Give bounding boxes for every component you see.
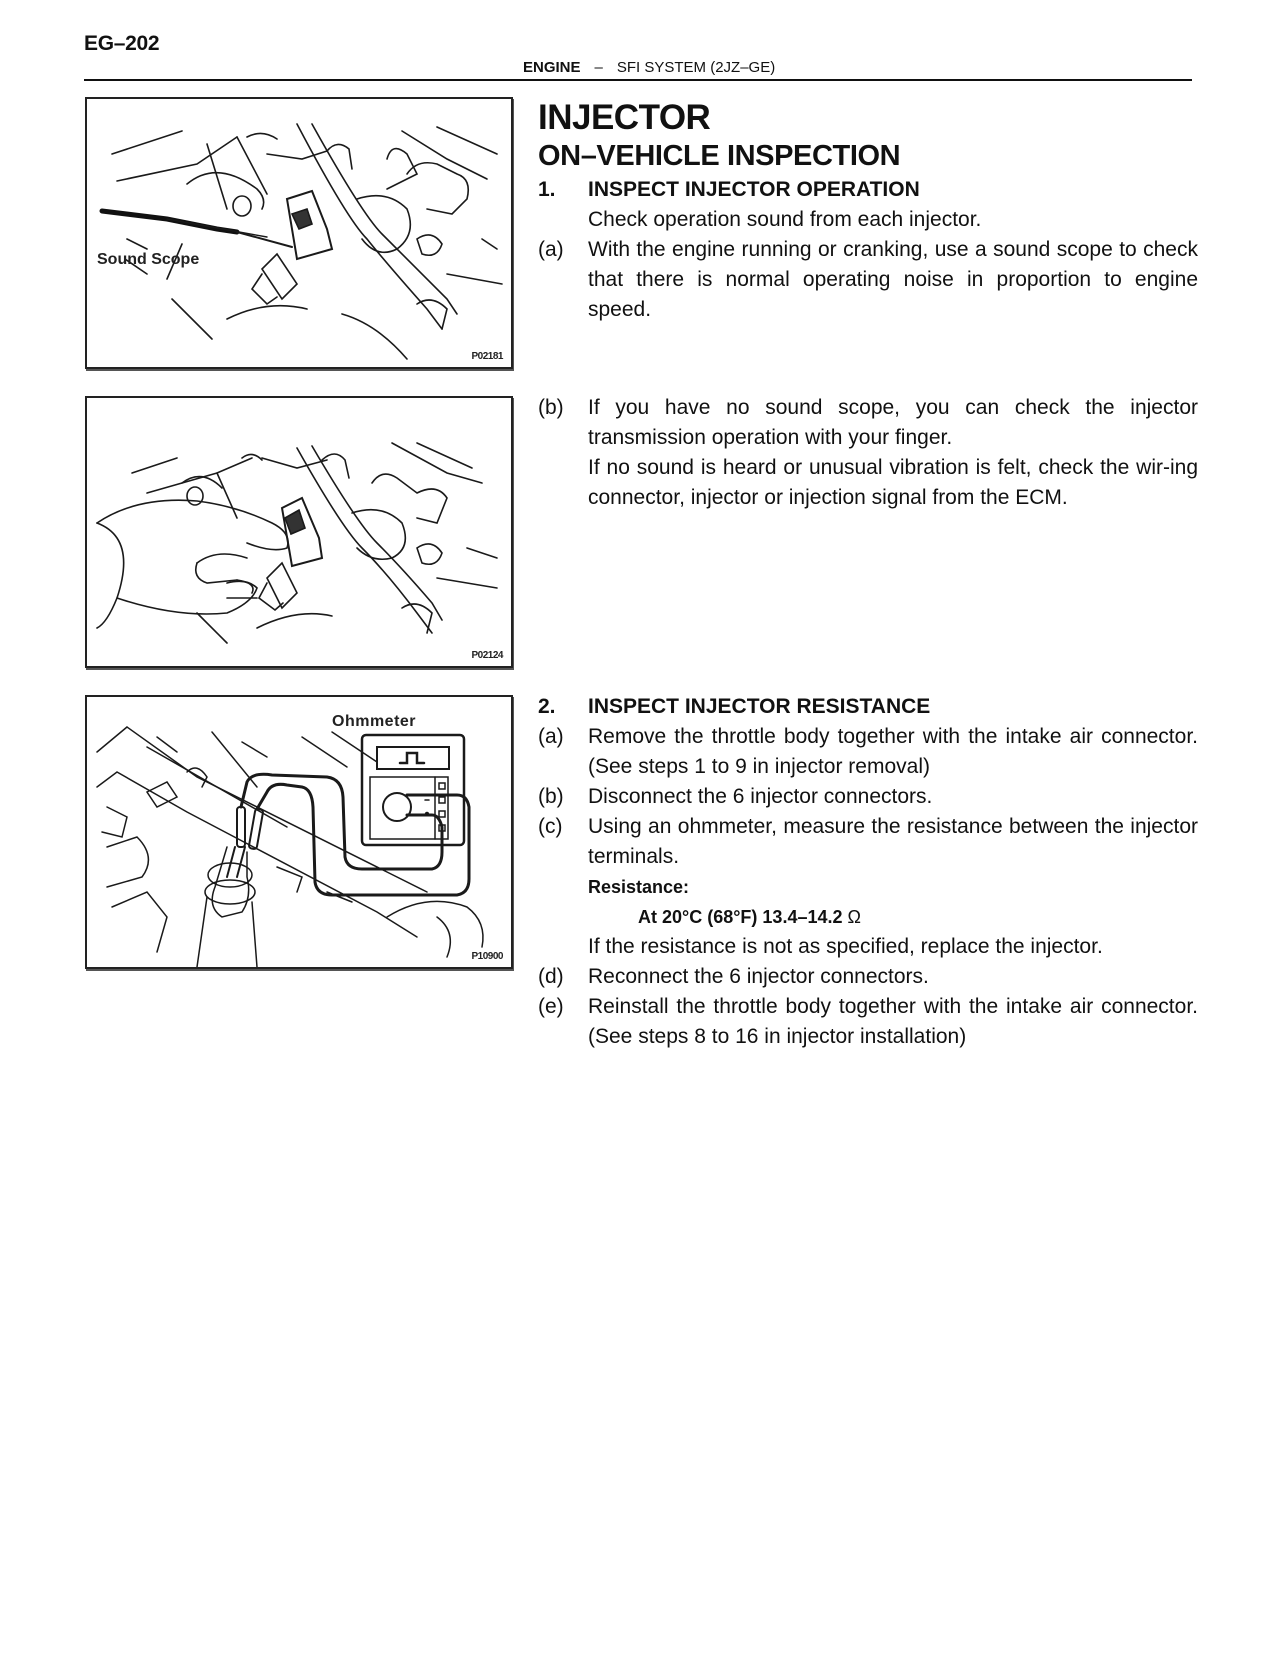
figure-finger-check <box>85 396 513 668</box>
sub-step <box>538 782 1198 812</box>
section-injector-resistance <box>538 692 1198 1052</box>
sound-scope-illustration <box>87 99 511 367</box>
figure-sound-scope <box>85 97 513 369</box>
finger-check-illustration <box>87 398 511 666</box>
sub-step-text: Using an ohmmeter, measure the resistance between the injector terminals. <box>588 815 1198 868</box>
sub-step-text: With the engine running or cranking, use a sound scope to check that there is normal operating noise in proportion to engine speed. <box>588 238 1198 321</box>
step-heading <box>538 692 1198 722</box>
sub-step-text: Reinstall the throttle body together with the intake air connector. (See steps 8 to 16 in injector installation) <box>588 995 1198 1048</box>
figure-code: P10900 <box>471 951 503 962</box>
step-intro: Check operation sound from each injector. <box>588 208 982 231</box>
sub-step-label: (b) <box>538 396 564 419</box>
page-number: EG–202 <box>84 32 160 55</box>
spec-value <box>538 902 1198 932</box>
sub-step <box>538 992 1198 1052</box>
sub-step <box>538 393 1198 453</box>
section-name: ENGINE <box>523 59 581 76</box>
page-title: INJECTOR <box>538 98 711 137</box>
sub-step-text: Remove the throttle body together with the intake air connector. (See steps 1 to 9 in injector removal) <box>588 725 1198 778</box>
sub-step-text: Reconnect the 6 injector connectors. <box>588 965 929 988</box>
sub-step-text: If you have no sound scope, you can check the injector transmission operation with your finger. <box>588 396 1198 449</box>
subsection-name: SFI SYSTEM (2JZ–GE) <box>616 59 776 76</box>
sub-step-label: (d) <box>538 965 564 988</box>
spec-label: Resistance: <box>588 877 690 897</box>
sub-step-label: (a) <box>538 725 564 748</box>
figure-ohmmeter <box>85 695 513 969</box>
figure-code: P02181 <box>471 351 503 362</box>
header-rule <box>84 79 1192 81</box>
sub-step-label: (e) <box>538 995 564 1018</box>
sub-step-label: (b) <box>538 785 564 808</box>
sub-step <box>538 962 1198 992</box>
sub-step-label: (c) <box>538 815 563 838</box>
step-number: 1. <box>538 178 556 201</box>
sub-step <box>538 722 1198 782</box>
header-separator: – <box>594 59 603 76</box>
ohmmeter-illustration <box>87 697 511 967</box>
ohm-symbol: Ω <box>847 907 861 927</box>
section-injector-operation <box>538 98 1198 325</box>
spec-value-text: At 20°C (68°F) 13.4–14.2 <box>638 907 843 927</box>
spec-note: If the resistance is not as specified, replace the injector. <box>588 935 1103 958</box>
figure-code: P02124 <box>471 650 503 661</box>
page-subtitle: ON–VEHICLE INSPECTION <box>538 140 901 172</box>
sub-step <box>538 812 1198 872</box>
running-header <box>523 59 775 76</box>
step-title: INSPECT INJECTOR RESISTANCE <box>588 695 931 718</box>
sub-step-label: (a) <box>538 238 564 261</box>
section-finger-check <box>538 393 1198 513</box>
sub-step-text: Disconnect the 6 injector connectors. <box>588 785 933 808</box>
note-text: If no sound is heard or unusual vibration is felt, check the wir-ing connector, injector or injection signal from the ECM. <box>588 456 1198 509</box>
step-heading <box>538 175 1198 205</box>
ohmmeter-label: Ohmmeter <box>332 713 417 730</box>
sound-scope-label: Sound Scope <box>97 251 200 268</box>
sub-step <box>538 235 1198 325</box>
step-number: 2. <box>538 695 556 718</box>
step-title: INSPECT INJECTOR OPERATION <box>588 178 920 201</box>
